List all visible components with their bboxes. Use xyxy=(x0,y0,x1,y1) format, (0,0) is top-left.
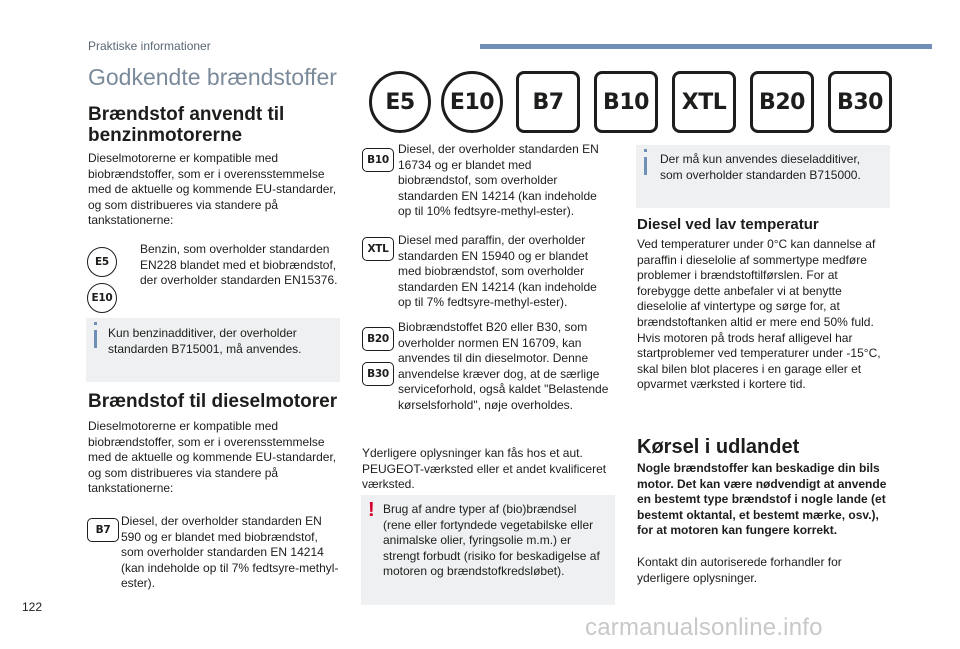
b20-fuel-badge: B20 xyxy=(750,71,814,133)
abroad-bold-text: Nogle brændstoffer kan beskadige din bils motor. Det kan være nødvendigt at anvende en bestemt type brændstof i nogle lande (et bestemt oktantal, et bestemt mærke, osv.), for at motoren kan fungere korrekt. xyxy=(637,461,887,538)
info-icon-dot xyxy=(644,149,647,152)
xtl-description: Diesel med paraffin, der overholder standarden EN 15940 og er blandet med biobrændstof, som overholder standarden EN 14214 (kan indeholde op til 7% fedtsyre-methyl-ester). xyxy=(398,233,597,310)
petrol-heading: Brændstof anvendt til benzinmotorerne xyxy=(88,104,285,146)
page-title: Godkendte brændstoffer xyxy=(88,64,337,90)
page-number: 122 xyxy=(22,600,43,614)
e10-small-badge: E10 xyxy=(87,283,117,313)
more-info-text: Yderligere oplysninger kan fås hos et aut. PEUGEOT-værksted eller et andet kvalificeret værksted. xyxy=(362,446,607,492)
b10-description: Diesel, der overholder standarden EN 16734 og er blandet med biobrændstof, som overholder standarden EN 14214 (kan indeholde op til 10% fedtsyre-methyl-ester). xyxy=(398,142,599,219)
e5-small-badge: E5 xyxy=(87,247,117,277)
diesel-heading: Brændstof til dieselmotorer xyxy=(88,391,338,412)
b10-small-badge: B10 xyxy=(362,148,394,172)
b20-b30-description: Biobrændstoffet B20 eller B30, som overholder normen EN 16709, kan anvendes til din dieselmotor. Denne anvendelse kræver dog, at de særlige serviceforhold, også kaldet "Belastende kørselsforhold", nøje overholdes. xyxy=(398,320,609,412)
petrol-info-text: Kun benzinadditiver, der overholder standarden B715001, må anvendes. xyxy=(108,326,302,356)
e5-fuel-badge: E5 xyxy=(369,71,431,133)
warning-box xyxy=(361,495,615,605)
low-temp-heading: Diesel ved lav temperatur xyxy=(637,216,819,233)
b7-description: Diesel, der overholder standarden EN 590 og er blandet med biobrændstof, som overholder standarden EN 14214 (kan indeholde op til 7% fedtsyre-methyl-ester). xyxy=(121,514,339,591)
info-icon xyxy=(94,330,97,348)
b7-small-badge: B7 xyxy=(87,518,119,542)
additive-info-text: Der må kun anvendes dieseladditiver, som overholder standarden B715000. xyxy=(660,152,861,182)
petrol-info-box xyxy=(86,318,340,382)
warning-text: Brug af andre typer af (bio)brændsel (rene eller fortyndede vegetabilske eller animalske olier, fyringsolie m.m.) er strengt forbudt (risiko for beskadigelse af motoren og brændstofkredsløbet). xyxy=(383,502,600,579)
section-header: Praktiske informationer xyxy=(88,39,211,53)
b20-small-badge: B20 xyxy=(362,327,394,351)
b7-fuel-badge: B7 xyxy=(516,71,580,133)
petrol-intro: Dieselmotorerne er kompatible med biobrændstoffer, som er i overensstemmelse med de aktuelle og kommende EU-standarder, og som distribueres via standere på tankstationerne: xyxy=(88,151,337,228)
e5-e10-description: Benzin, som overholder standarden EN228 blandet med et biobrændstof, der overholder standarden EN15376. xyxy=(140,242,338,288)
low-temp-text: Ved temperaturer under 0°C kan dannelse af paraffin i dieselolie af sommertype medføre problemer i brændstoftilførslen. For at forebygge dette anbefaler vi at benytte dieselolie af vintertype og sørge for, at brændstoftanken altid er mere end 50% fuld. Hvis motoren på trods heraf alligevel har startproblemer ved temperaturer under -15°C, skal bilen blot placeres i en garage eller et opvarmet værksted i kortere tid. xyxy=(637,237,881,392)
e10-fuel-badge: E10 xyxy=(441,71,503,133)
xtl-small-badge: XTL xyxy=(362,237,394,261)
xtl-fuel-badge: XTL xyxy=(672,71,736,133)
warning-icon: ! xyxy=(368,499,375,521)
additive-info-box xyxy=(636,145,890,208)
b30-fuel-badge: B30 xyxy=(828,71,892,133)
diesel-intro: Dieselmotorerne er kompatible med biobrændstoffer, som er i overensstemmelse med de aktuelle og kommende EU-standarder, og som distribueres via standere på tankstationerne: xyxy=(88,419,337,496)
b10-fuel-badge: B10 xyxy=(594,71,658,133)
abroad-heading: Kørsel i udlandet xyxy=(637,436,800,458)
watermark: carmanualsonline.info xyxy=(585,614,823,641)
info-icon xyxy=(644,157,647,175)
header-rule xyxy=(480,44,932,49)
info-icon-dot xyxy=(94,322,97,325)
abroad-text: Kontakt din autoriserede forhandler for yderligere oplysninger. xyxy=(637,555,842,585)
b30-small-badge: B30 xyxy=(362,362,394,386)
